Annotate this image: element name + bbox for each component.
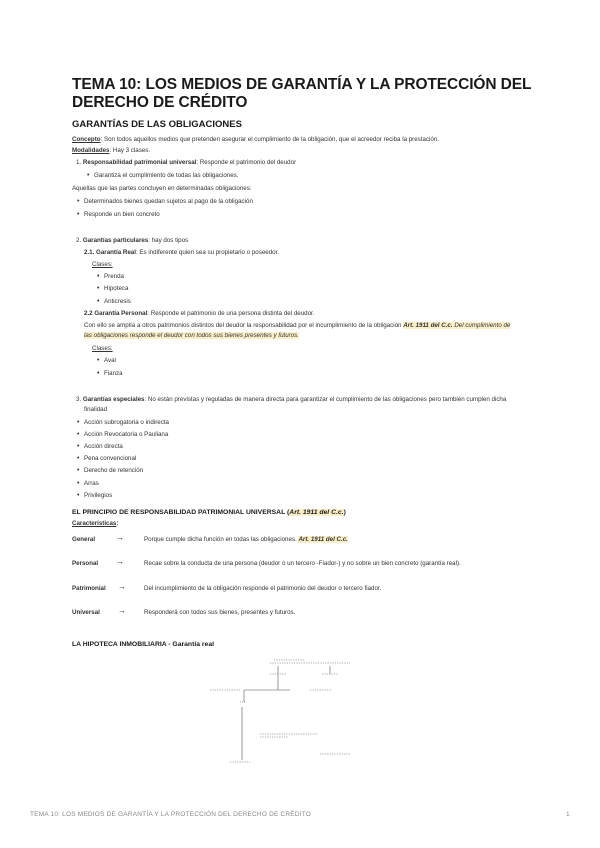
art-1911-ref: Art. 1911 del C.c. bbox=[403, 322, 453, 329]
page-footer: TEMA 10: LOS MEDIOS DE GARANTÍA Y LA PROTECCIÓN DEL DERECHO DE CRÉDITO bbox=[30, 811, 312, 818]
modalidades-text: : Hay 3 clases. bbox=[109, 147, 151, 154]
char-text-general bbox=[144, 536, 348, 544]
hipoteca-heading: LA HIPOTECA INMOBILIARIA - Garantía real bbox=[72, 641, 214, 648]
clase-fianza: • Fianza bbox=[104, 370, 123, 378]
partes-text: Aquellas que las partes concluyen en determinadas obligaciones: bbox=[72, 185, 252, 192]
principio-heading-art: Art. 1911 del C.c. bbox=[289, 509, 344, 516]
item3-text: : No están previstas y reguladas de manera directa para garantizar el cumplimiento de las obligaciones pero también cumplen dicha bbox=[144, 396, 507, 403]
clase-anticresis: • Anticresis bbox=[104, 298, 131, 306]
especial-bullet-4: • Pena convencional bbox=[84, 455, 136, 463]
especial-bullet-2: • Acción Revocatoria o Pauliana bbox=[84, 431, 168, 439]
item2-text: : hay dos tipos bbox=[148, 237, 189, 244]
clase-aval: • Aval bbox=[104, 357, 116, 365]
item1-label: Responsabilidad patrimonial universal bbox=[82, 159, 197, 166]
char-text-general-art: Art. 1911 del C.c. bbox=[298, 536, 348, 543]
section-heading-garantias: GARANTÍAS DE LAS OBLIGACIONES bbox=[72, 119, 242, 130]
caracteristicas-label: Características bbox=[72, 520, 117, 527]
especial-bullet-3: • Acción directa bbox=[84, 443, 123, 451]
item2-number: 2. bbox=[76, 237, 82, 244]
arrow-icon: → bbox=[118, 582, 126, 591]
garantia-real-text: : Es indiferente quien sea su propietario o poseedor. bbox=[135, 249, 280, 256]
char-text-universal: Responderá con todos sus bienes, presentes y futuros. bbox=[144, 609, 296, 616]
clase-prenda: • Prenda bbox=[104, 273, 124, 281]
principio-heading bbox=[72, 509, 346, 516]
personal-paragraph-line2 bbox=[84, 332, 299, 340]
garantia-personal-text: : Responde el patrimonio de una persona distinta del deudor. bbox=[147, 310, 315, 317]
caracteristicas-line bbox=[72, 520, 118, 528]
item3-line bbox=[76, 396, 506, 404]
item1-number: 1. bbox=[76, 159, 82, 166]
page-number: 1 bbox=[566, 811, 570, 818]
especial-bullet-7: • Privilegios bbox=[84, 492, 112, 500]
garantia-real-label: 2.1. Garantía Real bbox=[84, 249, 136, 256]
personal-paragraph-highlight-2: las obligaciones responde el deudor con todos sus bienes presentes y futuros. bbox=[84, 332, 299, 339]
especial-bullet-6: • Arras bbox=[84, 480, 99, 488]
item3-number: 3. bbox=[76, 396, 82, 403]
principio-heading-text: EL PRINCIPIO DE RESPONSABILIDAD PATRIMONIAL UNIVERSAL ( bbox=[72, 509, 290, 516]
item3-label: Garantías especiales bbox=[82, 396, 145, 403]
especial-bullet-1: • Acción subrogatoria o indirecta bbox=[84, 419, 169, 427]
hipoteca-diagram bbox=[200, 652, 390, 772]
char-term-general: General bbox=[72, 536, 96, 543]
concepto-text: : Son todos aquellos medios que pretenden asegurar el cumplimiento de la obligación, que el acreedor reciba la prestación. bbox=[100, 136, 439, 143]
modalidades-label: Modalidades bbox=[72, 147, 110, 154]
char-term-patrimonial: Patrimonial bbox=[72, 585, 106, 592]
personal-paragraph-highlight: Del cumplimiento de bbox=[452, 322, 511, 329]
garantia-real-line bbox=[84, 249, 279, 257]
partes-bullet-1: • Determinados bienes quedan sujetos al pago de la obligación bbox=[84, 198, 253, 206]
concepto-label: Concepto bbox=[72, 136, 101, 143]
clases-label-real: Clases: bbox=[92, 261, 113, 268]
item1-bullet: • Garantiza el cumplimiento de todas las obligaciones. bbox=[94, 172, 238, 180]
char-text-patrimonial: Del incumplimiento de la obligación responde el patrimonio del deudor o tercero fiador. bbox=[144, 585, 382, 592]
page-title: TEMA 10: LOS MEDIOS DE GARANTÍA Y LA PROTECCIÓN DEL DERECHO DE CRÉDITO bbox=[72, 76, 532, 111]
garantia-personal-label: 2.2 Garantía Personal bbox=[84, 310, 148, 317]
caracteristicas-colon: : bbox=[116, 520, 119, 527]
item1-text: : Responde el patrimonio del deudor bbox=[196, 159, 297, 166]
item2-line bbox=[76, 237, 188, 245]
partes-bullet-2: • Responde un bien concreto bbox=[84, 211, 160, 219]
concepto-line bbox=[72, 136, 439, 144]
arrow-icon: → bbox=[116, 533, 124, 542]
personal-paragraph-text: Con ello se amplía a otros patrimonios distintos del deudor la responsabilidad por el incumplimiento de la obligación bbox=[84, 322, 404, 329]
modalidades-line bbox=[72, 147, 150, 155]
arrow-icon: → bbox=[116, 557, 124, 566]
char-text-personal: Recae sobre la conducta de una persona (deudor o un tercero -Fiador-) y no sobre un bien concreto (garantía real). bbox=[144, 560, 461, 567]
item3-text-continued: finalidad bbox=[84, 406, 108, 413]
char-term-personal: Personal bbox=[72, 560, 99, 567]
char-text-general-body: Porque cumple dicha función en todas las obligaciones. bbox=[144, 536, 299, 543]
arrow-icon: → bbox=[118, 606, 126, 615]
item2-label: Garantías particulares bbox=[82, 237, 149, 244]
principio-heading-close: ) bbox=[343, 509, 346, 516]
personal-paragraph-line1 bbox=[84, 322, 510, 330]
char-term-universal: Universal bbox=[72, 609, 100, 616]
item1-line bbox=[76, 159, 296, 167]
clases-label-personal: Clases: bbox=[92, 345, 113, 352]
especial-bullet-5: • Derecho de retención bbox=[84, 467, 143, 475]
garantia-personal-line bbox=[84, 310, 314, 318]
clase-hipoteca: • Hipoteca bbox=[104, 285, 128, 293]
